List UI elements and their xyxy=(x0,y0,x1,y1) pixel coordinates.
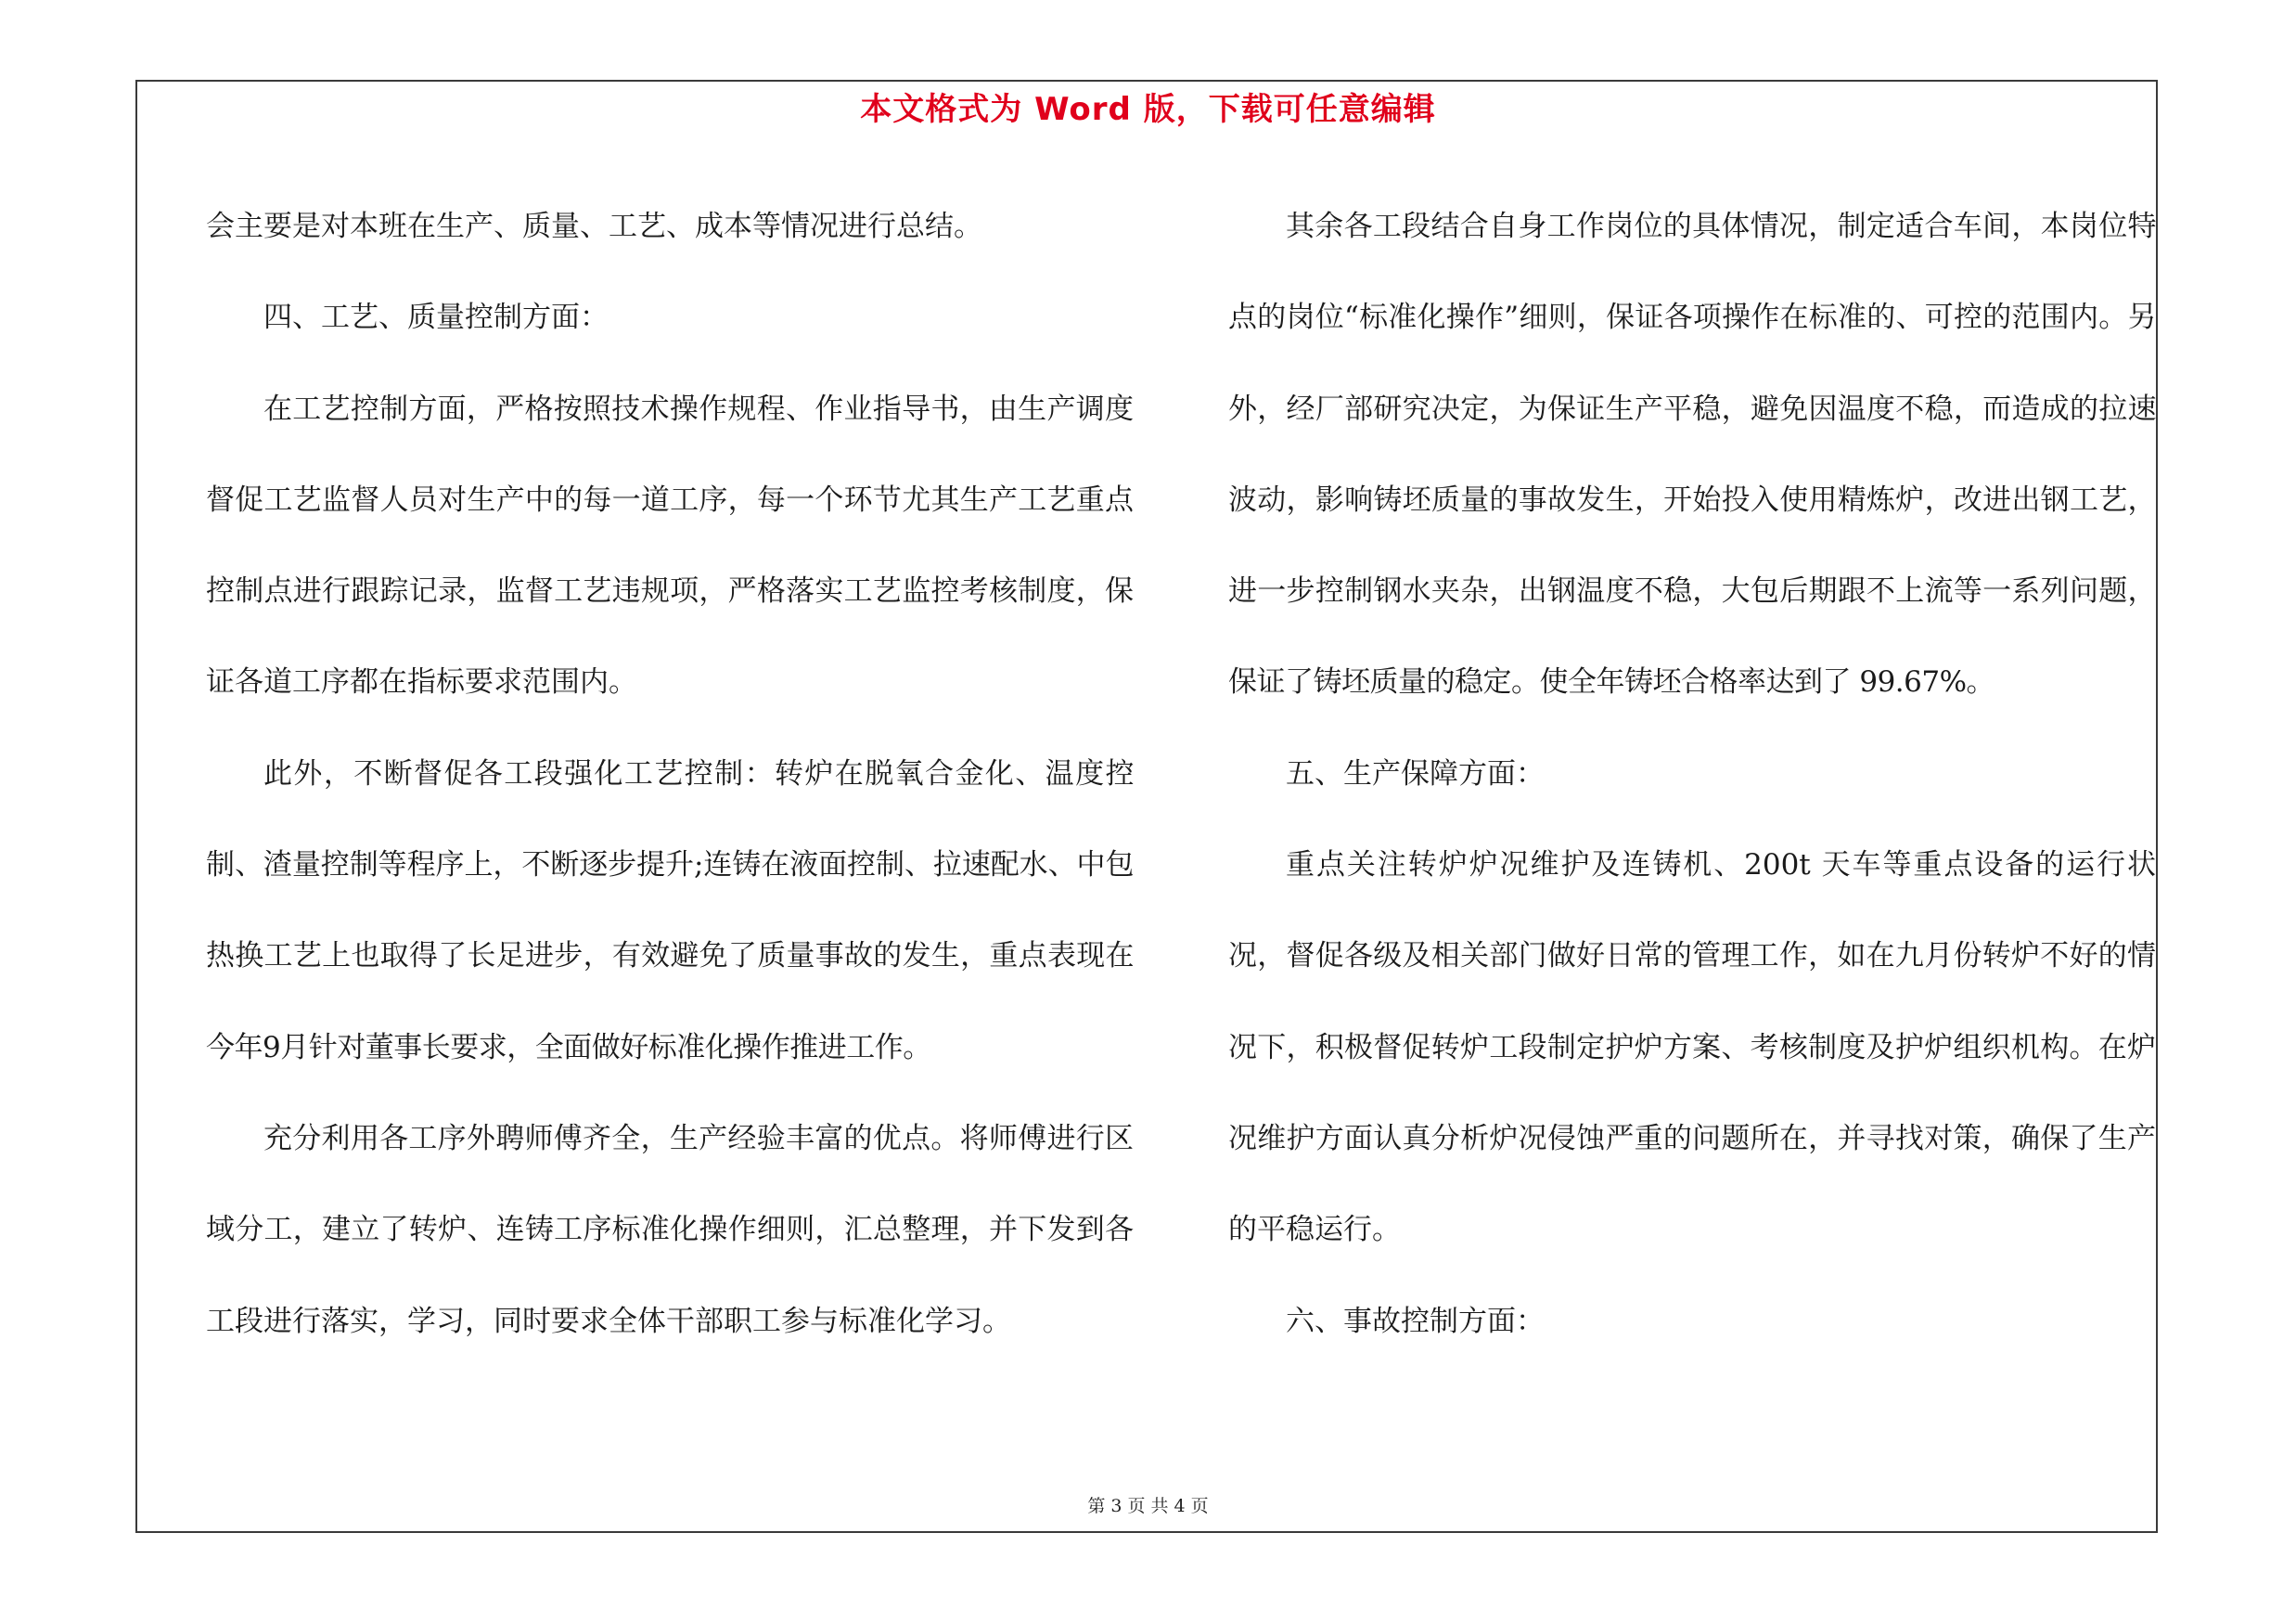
paragraph: 会主要是对本班在生产、质量、工艺、成本等情况进行总结。 xyxy=(206,210,982,243)
paragraph: 此外，不断督促各工段强化工艺控制：转炉在脱氧合金化、温度控制、渣量控制等程序上，不断逐步提升;连铸在液面控制、拉速配水、中包热换工艺上也取得了长足进步，有效避免了质量事故的发生，重点表现在今年9月针对董事长要求，全面做好标准化操作推进工作。 xyxy=(206,756,1134,1064)
paragraph: 充分利用各工序外聘师傅齐全，生产经验丰富的优点。将师傅进行区域分工，建立了转炉、连铸工序标准化操作细则，汇总整理，并下发到各工段进行落实，学习，同时要求全体干部职工参与标准化学习。 xyxy=(206,1121,1134,1338)
paragraph: 在工艺控制方面，严格按照技术操作规程、作业指导书，由生产调度督促工艺监督人员对生产中的每一道工序，每一个环节尤其生产工艺重点控制点进行跟踪记录，监督工艺违规项，严格落实工艺监控考核制度，保证各道工序都在指标要求范围内。 xyxy=(206,392,1134,700)
section-heading-production-support: 五、生产保障方面： xyxy=(1286,756,1545,791)
right-text-column xyxy=(1228,181,2156,1367)
section-heading-process-quality: 四、工艺、质量控制方面： xyxy=(263,301,609,335)
section-heading-accident-control: 六、事故控制方面： xyxy=(1286,1304,1545,1338)
left-text-column xyxy=(206,181,1134,1367)
paragraph: 重点关注转炉炉况维护及连铸机、200t 天车等重点设备的运行状况，督促各级及相关部门做好日常的管理工作，如在九月份转炉不好的情况下，积极督促转炉工段制定护炉方案、考核制度及护炉组织机构。在炉况维护方面认真分析炉况侵蚀严重的问题所在，并寻找对策，确保了生产的平稳运行。 xyxy=(1228,848,2156,1247)
page-number: 第 3 页 共 4 页 xyxy=(1087,1496,1209,1516)
paragraph: 其余各工段结合自身工作岗位的具体情况，制定适合车间，本岗位特点的岗位“标准化操作”细则，保证各项操作在标准的、可控的范围内。另外，经厂部研究决定，为保证生产平稳，避免因温度不稳，而造成的拉速波动，影响铸坯质量的事故发生，开始投入使用精炼炉，改进出钢工艺，进一步控制钢水夹杂，出钢温度不稳，大包后期跟不上流等一系列问题，保证了铸坯质量的稳定。使全年铸坯合格率达到了 99.67%。 xyxy=(1228,210,2156,700)
header-banner: 本文格式为 Word 版，下载可任意编辑 xyxy=(860,91,1436,128)
